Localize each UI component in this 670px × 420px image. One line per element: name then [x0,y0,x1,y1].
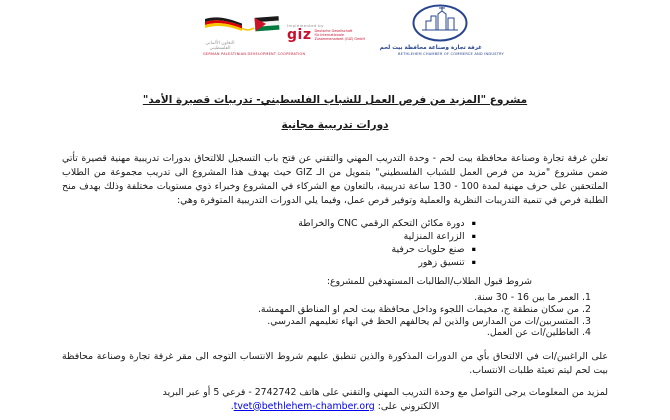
contact-line2-prefix: الالكتروني على: [374,400,440,412]
condition-item: 1. العمر ما بين 16 - 30 سنة. [62,292,579,304]
contact-line2 [62,400,608,414]
giz-name-line2: für Internationale [314,33,345,38]
bullet-icon: ▪ [471,245,476,253]
course-list [62,217,476,269]
giz-company-name [314,29,365,42]
bullet-icon: ▪ [471,232,476,240]
bullet-icon: ▪ [471,258,476,266]
conditions-list [62,292,596,339]
course-item-label: صنع حلويات حرفية [391,244,465,255]
conditions-heading: شروط قبول الطلاب/الطالبات المستهدفين للمشروع: [326,276,532,287]
chamber-seal [379,3,504,56]
condition-item: 2. من سكان منطقة ج، مخيمات اللجوء وداخل محافظة بيت لحم او المناطق المهمشة. [62,304,579,316]
intro-paragraph: تعلن غرفة تجارة وصناعة محافظة بيت لحم - وحدة التدريب المهني والتقني عن فتح باب التسجيل للالتحاق بدورات تدريبية مهنية قصيرة تأتي ضمن مشروع "مزيد من فرص العمل للشباب الفلسطيني" بتمويل من الـ GIZ حيث يهدف هذا المشروع الى تدريب مجموعة من الطلاب الملتحقين على حرف مهنية لمدة 100 - 130 ساعة تدريبية، بالتعاون مع الشركاء في المشروع وخبراء ذوي مستويات مختلفة وذلك بهدف منح الطلبة فرص في تنمية التدريبات النظرية والعملية وتوفير فرص عمل، وفيما يلي الدورات التدريبية المتوفرة وهي: [62,153,609,206]
course-item-label: الزراعة المنزلية [403,231,465,242]
bullet-icon: ▪ [471,219,476,227]
coop-caption-english: GERMAN PALESTINIAN DEVELOPMENT COOPERATION [203,52,306,57]
contact-line1: لمزيد من المعلومات يرجى التواصل مع وحدة التدريب المهني والتقني على هاتف 2742742 - فرعي 5 أو عبر البريد [162,387,608,399]
doc-title: مشروع "المزيد من فرص العمل للشباب الفلسطيني- تدريبات قصيرة الأمد" [142,94,528,106]
coop-caption-arabic: التعاون الألماني الفلسطيني [205,41,235,52]
course-item-label: تنسيق زهور [418,257,465,268]
german-palestinian-flags-icon [203,14,281,36]
course-item [62,243,476,256]
coop-logo-captions [203,41,306,57]
giz-implemented-by-label: Implemented by [287,23,324,28]
doc-subtitle: دورات تدريبية مجانية [281,119,389,131]
course-item [62,256,476,269]
course-item [62,217,476,230]
document-content [62,94,608,413]
giz-name-line1: Deutsche Gesellschaft [314,29,353,33]
course-item [62,230,476,243]
giz-wordmark: giz [287,27,312,43]
giz-logo [287,23,365,42]
chamber-name-arabic: غرفة تجارة وصناعة محافظة بيت لحم [379,45,482,51]
course-item-label: دورة مكائن التحكم الرقمي CNC والخراطة [298,218,465,229]
condition-item: 3. المتسربين/ات من المدارس والذين لم يحالفهم الحظ في انهاء تعليمهم المدرسي. [62,316,579,328]
contact-line2-suffix: . [230,400,234,412]
chamber-seal-icon [411,3,469,43]
condition-item: 4. العاطلين/ات عن العمل. [62,327,579,339]
email-link[interactable]: tvet@bethlehem-chamber.org [233,400,375,412]
closing-paragraph: على الراغبين/ات في الالتحاق بأي من الدورات المذكورة والذين تنطبق عليهم شروط الانتساب التوجه الى مقر غرفة تجارة وصناعة محافظة بيت لحم ليتم تعبئة طلبات الانتساب. [62,351,608,376]
chamber-name-english: BETHLEHEM CHAMBER OF COMMERCE AND INDUSTRY [398,52,504,56]
giz-name-line3: Zusammenarbeit (GIZ) GmbH [314,37,365,42]
